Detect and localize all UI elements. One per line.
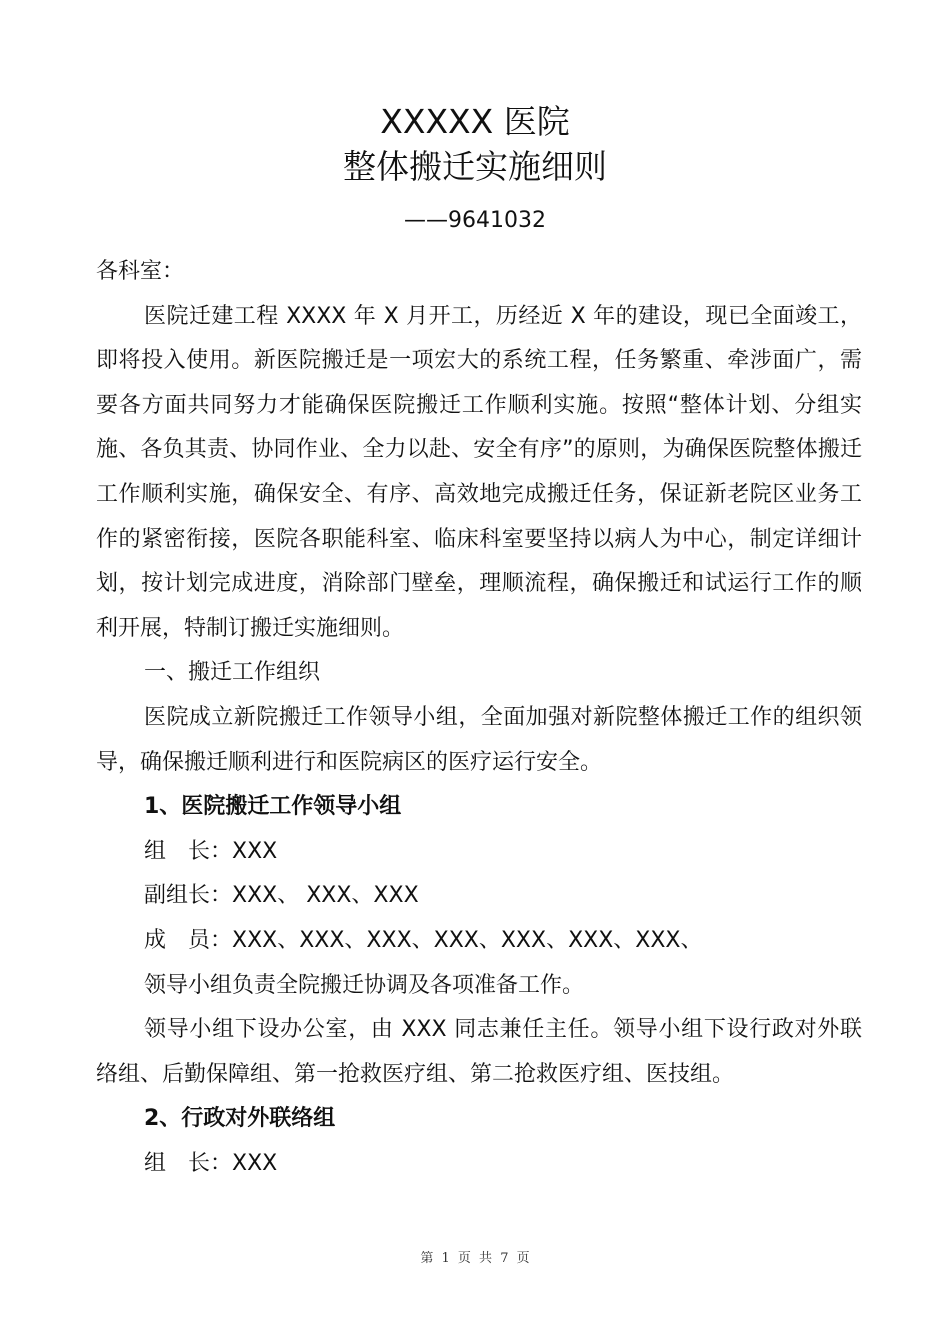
salutation: 各科室： xyxy=(96,259,185,284)
section1-paragraph: 医院成立新院搬迁工作领导小组，全面加强对新院整体搬迁工作的组织领导，确保搬迁顺利进行和医院病区的医疗运行安全。 xyxy=(96,704,862,775)
group1-heading: 1、医院搬迁工作领导小组 xyxy=(144,794,402,820)
document-body xyxy=(96,250,862,1186)
page-indicator: 第 1 页 共 7 页 xyxy=(420,1251,530,1266)
group1-members: 成 员：XXX、XXX、XXX、XXX、XXX、XXX、XXX、 xyxy=(144,927,703,953)
group1-deputy: 副组长：XXX、 XXX、XXX xyxy=(144,883,419,909)
group1-leader: 组 长：XXX xyxy=(144,838,278,864)
group1-office-paragraph: 领导小组下设办公室，由 XXX 同志兼任主任。领导小组下设行政对外联络组、后勤保障组、第一抢救医疗组、第二抢救医疗组、医技组。 xyxy=(96,1017,862,1087)
group1-duty: 领导小组负责全院搬迁协调及各项准备工作。 xyxy=(144,972,585,998)
group2-leader: 组 长：XXX xyxy=(144,1150,278,1176)
document-title-line2: 整体搬迁实施细则 xyxy=(343,147,607,186)
section1-heading: 一、搬迁工作组织 xyxy=(144,660,321,686)
document-title-line1: XXXXX 医院 xyxy=(380,102,570,141)
document-code: ——9641032 xyxy=(404,208,546,233)
intro-paragraph: 医院迁建工程 XXXX 年 X 月开工，历经近 X 年的建设，现已全面竣工，即将投入使用。新医院搬迁是一项宏大的系统工程，任务繁重、牵涉面广，需要各方面共同努力才能确保医院搬迁工作顺利实施。按照“整体计划、分组实施、各负其责、协同作业、全力以赴、安全有序”的原则，为确保医院整体搬迁工作顺利实施，确保安全、有序、高效地完成搬迁任务，保证新老院区业务工作的紧密衔接，医院各职能科室、临床科室要坚持以病人为中心，制定详细计划，按计划完成进度，消除部门壁垒，理顺流程，确保搬迁和试运行工作的顺利开展，特制订搬迁实施细则。 xyxy=(96,303,862,641)
group2-heading: 2、行政对外联络组 xyxy=(144,1106,336,1132)
